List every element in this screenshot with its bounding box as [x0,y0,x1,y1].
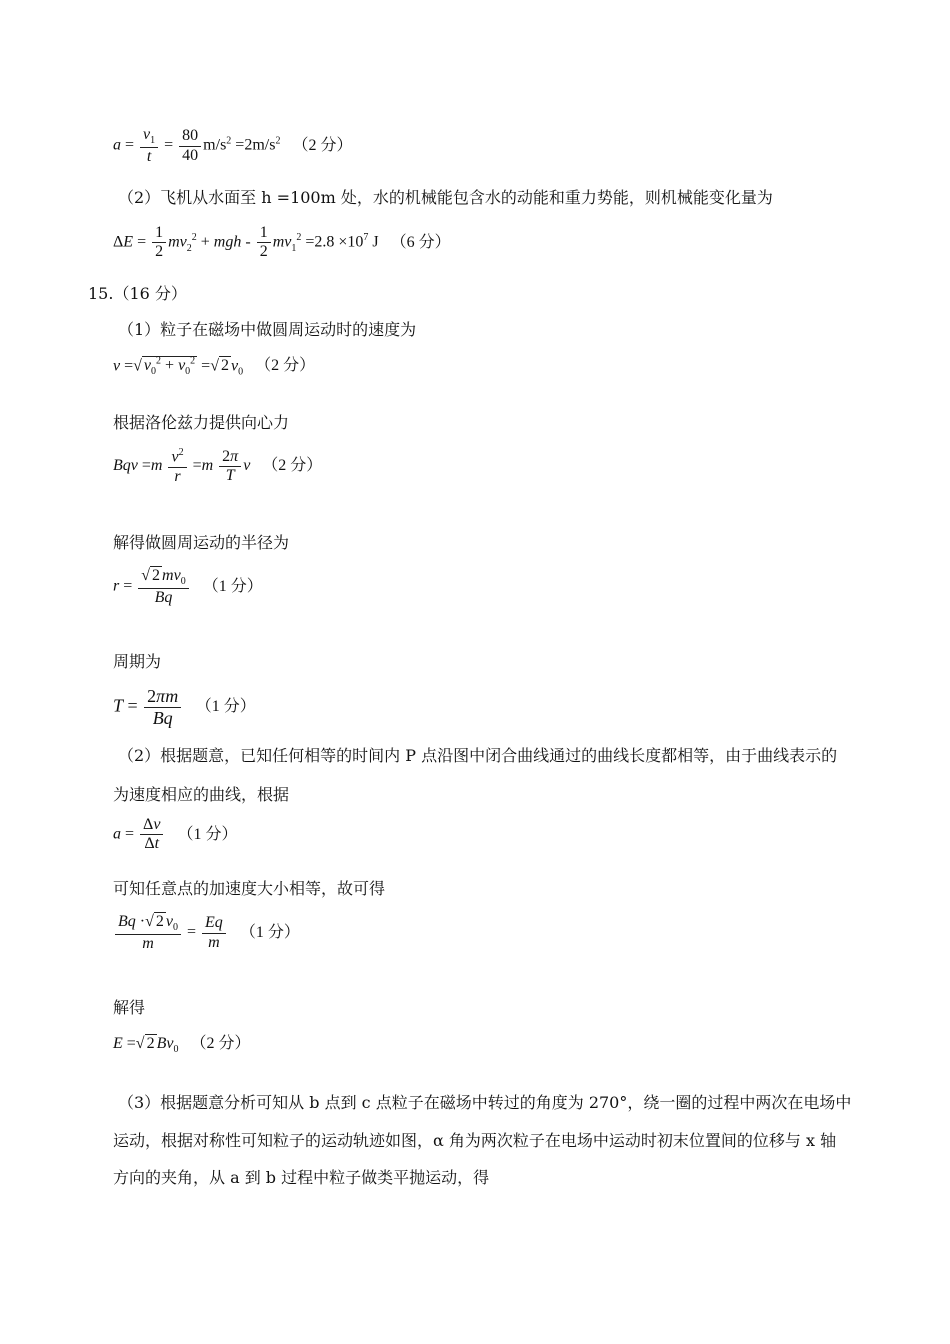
equation-field-balance: $\frac{Bq \cdot√ 2 v_0}{m}$ = $\frac{Eq}{m}$ （1 分） [113,913,300,953]
equation-energy-change: ΔE = $\frac{1}{2}$ $mv_2^2$ + mgh - $\frac{1}{2}$ $mv_1^2 =2.8 \times 10^7$ J （6 分） [113,224,451,261]
score: （1 分） [195,698,256,716]
score: （2 分） [292,136,353,154]
paragraph: （3）根据题意分析可知从 b 点到 c 点粒子在磁场中转过的角度为 270°，绕一圈的过程中两次在电场中 [118,1093,852,1112]
score: （1 分） [239,923,300,941]
paragraph: 解得 [113,998,146,1017]
equation-velocity: v =√ $v_0^2 + v_0^2$ =√ 2 $v_0$ （2 分） [113,356,316,378]
paragraph: 根据洛伦兹力提供向心力 [113,413,290,432]
paragraph: 运动，根据对称性可知粒子的运动轨迹如图，α 角为两次粒子在电场中运动时初末位置间的位移与 x 轴 [113,1131,837,1150]
score: （2 分） [262,457,323,475]
question-number: 15.（16 分） [88,284,187,303]
equation-period: T = $\frac{2\pi m}{Bq}$ （1 分） [113,686,256,728]
equation-acceleration-def: a = $\frac{\Delta v}{\Delta t}$ （1 分） [113,816,238,853]
equation-lorentz: Bqv =m $\frac{v^2}{r}$ =m $\frac{2\pi}{T}$ v （2 分） [113,447,323,485]
paragraph: 为速度相应的曲线，根据 [113,785,290,804]
paragraph: 解得做圆周运动的半径为 [113,533,290,552]
score: （6 分） [390,233,451,251]
paragraph: （2）飞机从水面至 h =100m 处，水的机械能包含水的动能和重力势能，则机械能变化量为 [118,188,773,207]
score: （1 分） [177,825,238,843]
paragraph: （1）粒子在磁场中做圆周运动时的速度为 [118,320,417,339]
score: （2 分） [255,357,316,375]
equation-field: E =√ 2 $Bv_0$ （2 分） [113,1035,251,1056]
paragraph: 周期为 [113,652,162,671]
equation-acceleration: a = $\frac{v_1}{t}$ = $\frac{80}{40}$ $m/s^2 =2m/s^2$ （2 分） [113,126,353,165]
paragraph: 方向的夹角，从 a 到 b 过程中粒子做类平抛运动，得 [113,1168,490,1187]
equation-radius: r = $\frac{√ 2 mv_0}{Bq}$ （1 分） [113,567,263,606]
paragraph: 可知任意点的加速度大小相等，故可得 [113,879,386,898]
paragraph: （2）根据题意，已知任何相等的时间内 P 点沿图中闭合曲线通过的曲线长度都相等，由于曲线表示的 [118,746,838,765]
score: （2 分） [190,1035,251,1052]
score: （1 分） [202,577,263,595]
